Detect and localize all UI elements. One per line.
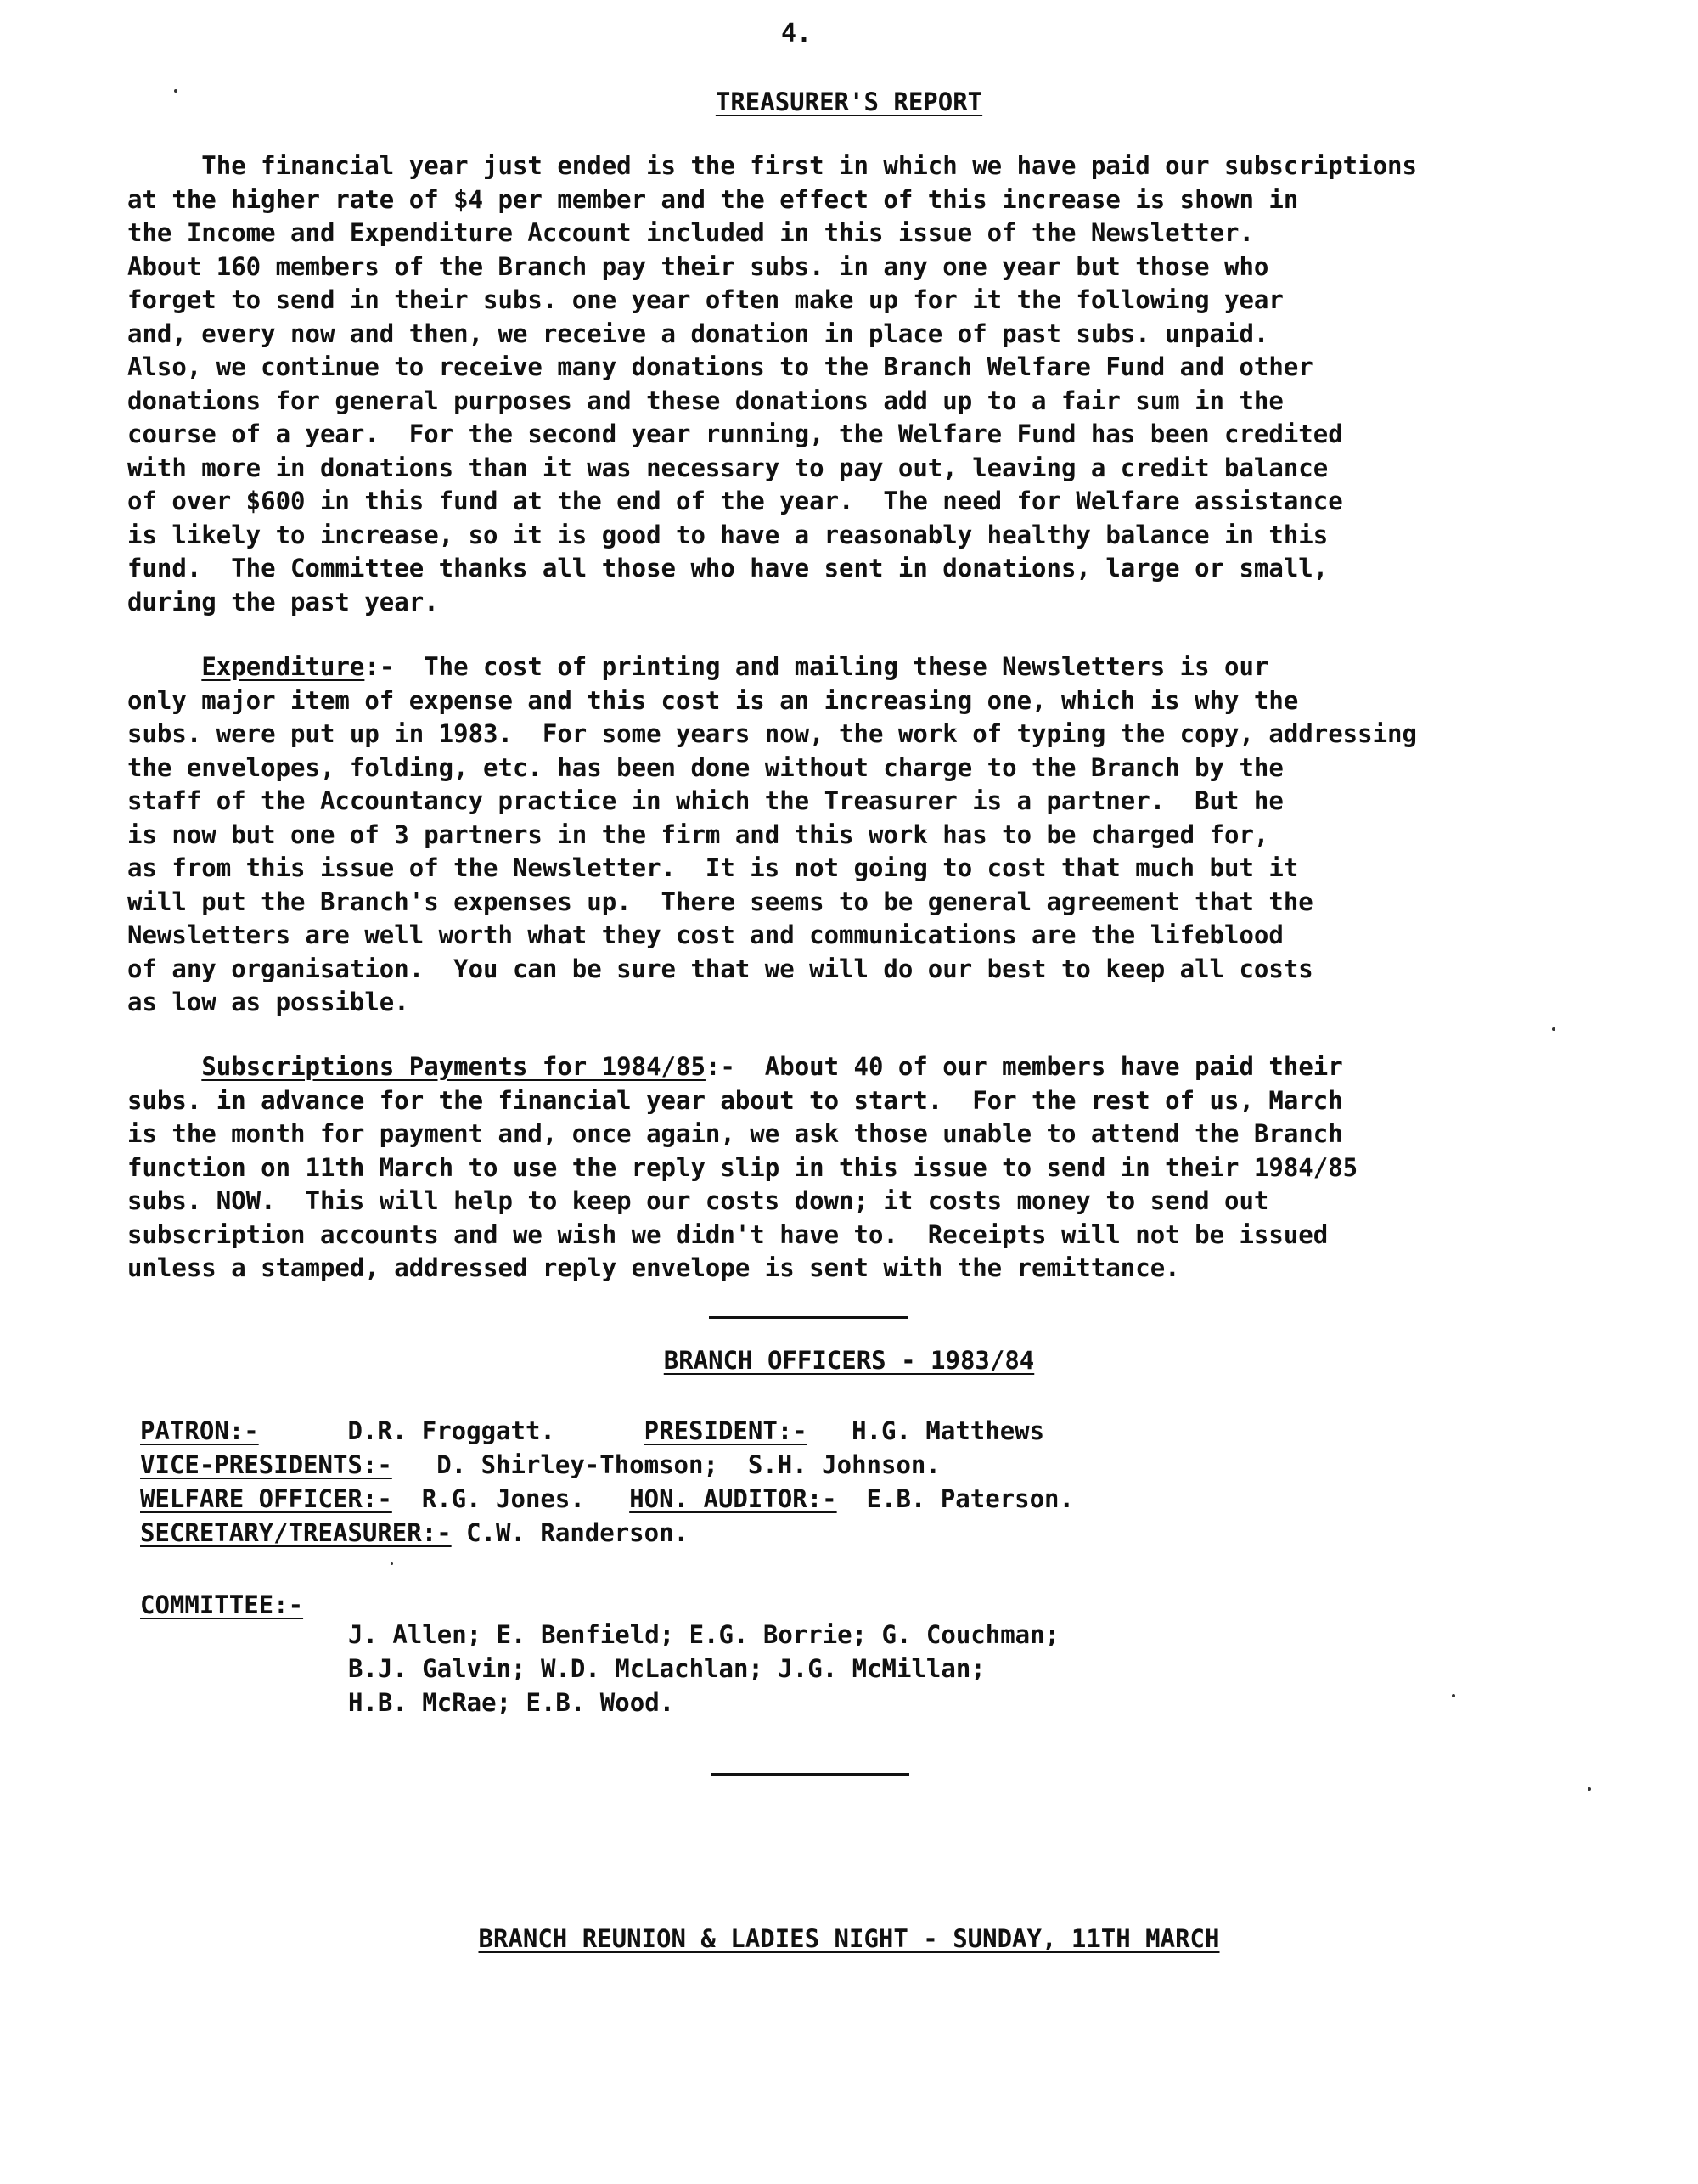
intro-line: course of a year. For the second year running, the Welfare Fund has been credited: [127, 419, 1343, 448]
expenditure-line: staff of the Accountancy practice in which the Treasurer is a partner. But he: [127, 786, 1284, 815]
committee-label: COMMITTEE:-: [140, 1590, 304, 1619]
subscriptions-line: subscription accounts and we wish we didn't have to. Receipts will not be issued: [127, 1219, 1329, 1249]
subscriptions-line: is the month for payment and, once again, we ask those unable to attend the Branch: [127, 1119, 1343, 1148]
reunion-heading: [0, 1924, 1698, 1953]
subscriptions-paragraph: [127, 1050, 1588, 1286]
welfare-officer-name: R.G. Jones.: [421, 1484, 585, 1513]
secretary-row: [140, 1516, 1583, 1550]
intro-line: and, every now and then, we receive a donation in place of past subs. unpaid.: [127, 318, 1269, 348]
expenditure-first-line: [127, 650, 1588, 684]
intro-line: Also, we continue to receive many donations to the Branch Welfare Fund and other: [127, 352, 1313, 381]
subscriptions-line: subs. NOW. This will help to keep our costs down; it costs money to send out: [127, 1186, 1269, 1215]
expenditure-label: Expenditure: [201, 652, 365, 681]
expenditure-line: as low as possible.: [127, 988, 409, 1016]
scan-speck: [391, 1562, 393, 1565]
treasurer-report-heading: [0, 87, 1698, 116]
intro-paragraph: [127, 149, 1588, 619]
intro-line: About 160 members of the Branch pay their subs. in any one year but those who: [127, 251, 1269, 281]
president-name: H.G. Matthews: [852, 1416, 1045, 1445]
intro-line: forget to send in their subs. one year often make up for it the following year: [127, 285, 1284, 314]
intro-line: during the past year.: [127, 587, 439, 616]
intro-line: at the higher rate of $4 per member and the effect of this increase is shown in: [127, 184, 1299, 214]
committee-member-line: J. Allen; E. Benfield; E.G. Borrie; G. Couchman;: [348, 1620, 1060, 1649]
section-divider: [711, 1773, 909, 1776]
expenditure-first-line-text: :- The cost of printing and mailing these Newsletters is our: [364, 652, 1269, 681]
expenditure-line: as from this issue of the Newsletter. It is not going to cost that much but it: [127, 853, 1299, 882]
vice-presidents-label: VICE-PRESIDENTS:-: [140, 1450, 392, 1479]
president-label: PRESIDENT:-: [644, 1416, 807, 1445]
intro-line: fund. The Committee thanks all those who have sent in donations, large or small,: [127, 554, 1329, 583]
subscriptions-line: function on 11th March to use the reply slip in this issue to send in their 1984/85: [127, 1152, 1358, 1182]
section-divider: [709, 1316, 908, 1319]
reunion-title: BRANCH REUNION & LADIES NIGHT - SUNDAY, 11TH MARCH: [478, 1924, 1220, 1953]
intro-line: The financial year just ended is the first in which we have paid our subscriptions: [127, 151, 1417, 180]
secretary-treasurer-name: C.W. Randerson.: [466, 1518, 689, 1547]
hon-auditor-label: HON. AUDITOR:-: [629, 1484, 837, 1513]
expenditure-line: subs. were put up in 1983. For some years now, the work of typing the copy, addressing: [127, 719, 1417, 748]
scan-speck: [174, 89, 177, 93]
branch-officers-title: BRANCH OFFICERS - 1983/84: [663, 1346, 1035, 1375]
branch-officers-heading: [0, 1346, 1698, 1375]
scan-speck: [1552, 1027, 1555, 1031]
subscriptions-line: unless a stamped, addressed reply envelope is sent with the remittance.: [127, 1253, 1180, 1282]
officers-block: [140, 1414, 1583, 1622]
treasurer-report-title: TREASURER'S REPORT: [715, 87, 983, 116]
vice-presidents-row: [140, 1448, 1583, 1482]
expenditure-line: will put the Branch's expenses up. There seems to be general agreement that the: [127, 887, 1313, 916]
committee-member-line: B.J. Galvin; W.D. McLachlan; J.G. McMillan;: [348, 1654, 986, 1683]
intro-line: with more in donations than it was necessary to pay out, leaving a credit balance: [127, 453, 1329, 482]
welfare-officer-label: WELFARE OFFICER:-: [140, 1484, 392, 1513]
expenditure-line: the envelopes, folding, etc. has been done without charge to the Branch by the: [127, 752, 1284, 782]
expenditure-line: of any organisation. You can be sure that we will do our best to keep all costs: [127, 954, 1313, 983]
patron-name: D.R. Froggatt.: [347, 1416, 555, 1445]
intro-line: is likely to increase, so it is good to have a reasonably healthy balance in this: [127, 520, 1329, 549]
scan-speck: [1588, 1787, 1591, 1791]
hon-auditor-name: E.B. Paterson.: [866, 1484, 1074, 1513]
subscriptions-line: subs. in advance for the financial year about to start. For the rest of us, March: [127, 1085, 1343, 1115]
expenditure-line: is now but one of 3 partners in the firm and this work has to be charged for,: [127, 819, 1269, 849]
subscriptions-first-line: [127, 1050, 1588, 1084]
patron-row: [140, 1414, 1583, 1448]
committee-names: [348, 1618, 1060, 1720]
subscriptions-label: Subscriptions Payments for 1984/85: [201, 1052, 706, 1081]
committee-member-line: H.B. McRae; E.B. Wood.: [348, 1688, 675, 1717]
intro-line: the Income and Expenditure Account included in this issue of the Newsletter.: [127, 218, 1254, 247]
intro-line: donations for general purposes and these donations add up to a fair sum in the: [127, 386, 1284, 415]
subscriptions-first-line-text: :- About 40 of our members have paid their: [705, 1052, 1343, 1081]
welfare-auditor-row: [140, 1482, 1583, 1516]
expenditure-line: Newsletters are well worth what they cost and communications are the lifeblood: [127, 920, 1284, 949]
patron-label: PATRON:-: [140, 1416, 259, 1445]
intro-line: of over $600 in this fund at the end of the year. The need for Welfare assistance: [127, 487, 1343, 515]
expenditure-paragraph: [127, 650, 1588, 1020]
scan-speck: [1452, 1694, 1455, 1697]
committee-row: [140, 1588, 1583, 1622]
secretary-treasurer-label: SECRETARY/TREASURER:-: [140, 1518, 452, 1547]
vice-presidents-names: D. Shirley-Thomson; S.H. Johnson.: [436, 1450, 941, 1479]
page-number: 4.: [781, 19, 812, 48]
expenditure-line: only major item of expense and this cost is an increasing one, which is why the: [127, 685, 1299, 715]
